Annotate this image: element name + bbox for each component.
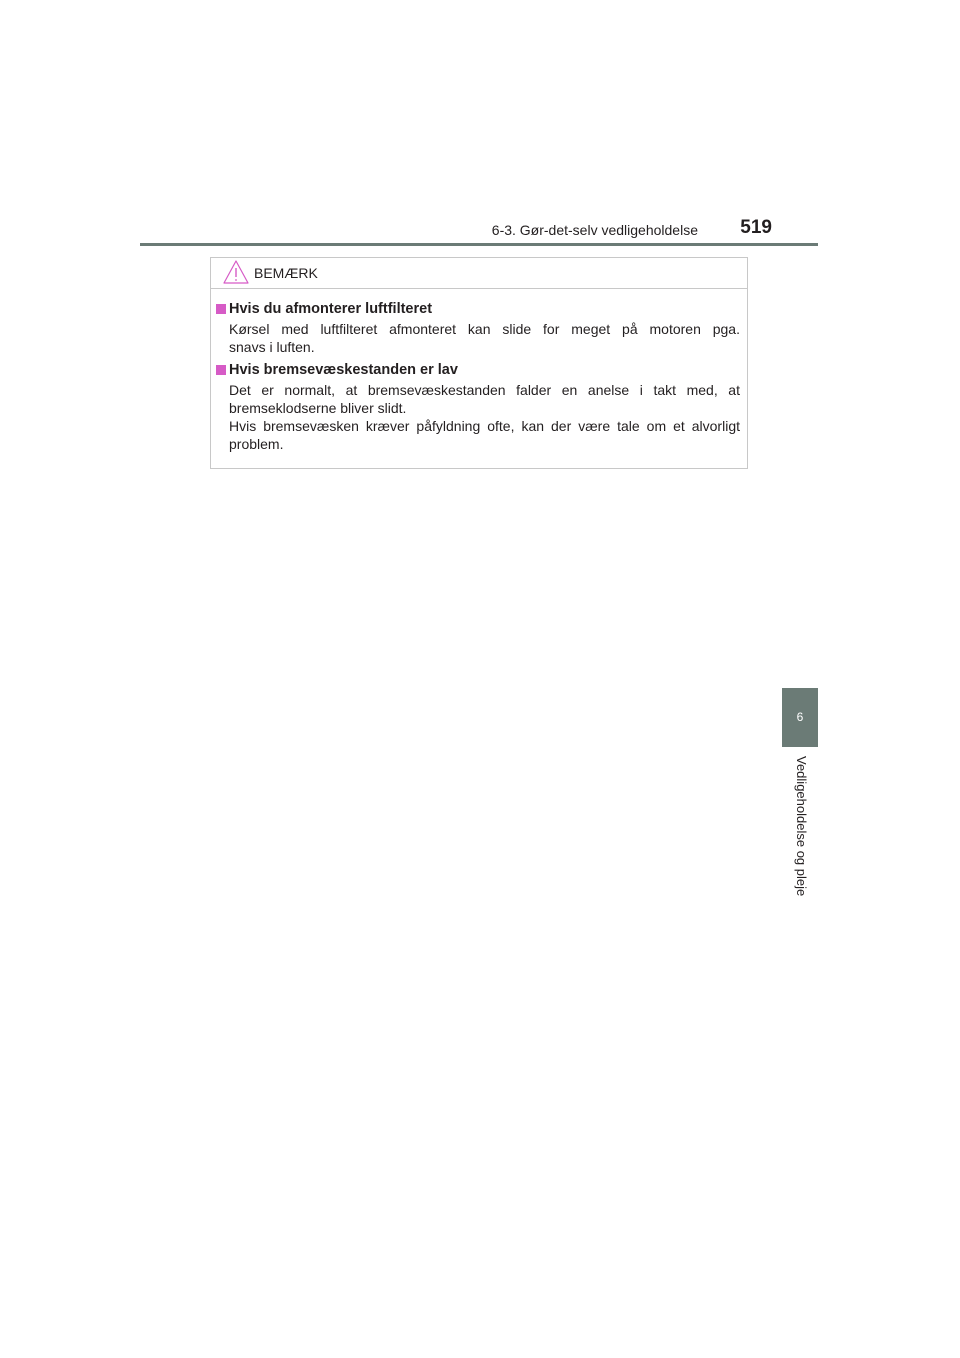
notice-item-body [229, 320, 740, 356]
body-line: snavs i luften. [229, 339, 315, 355]
notice-item-body [229, 381, 740, 453]
notice-item [216, 300, 740, 356]
body-line: Det er normalt, at bremsevæskestanden falder en anelse i takt med, at [229, 382, 740, 398]
warning-triangle-icon [223, 260, 249, 284]
chapter-label: Vedligeholdelse og pleje [794, 756, 809, 897]
section-title: 6-3. Gør-det-selv vedligeholdelse [491, 222, 698, 238]
notice-item-heading [216, 300, 740, 318]
header-rule [140, 243, 818, 246]
notice-header [211, 258, 747, 289]
notice-item-heading-text: Hvis bremsevæskestanden er lav [229, 362, 458, 378]
notice-item-heading-text: Hvis du afmonterer luftfilteret [229, 301, 433, 317]
notice-item-heading [216, 361, 740, 379]
square-bullet-icon [216, 304, 226, 314]
notice-item [216, 361, 740, 453]
body-line: Hvis bremsevæsken kræver påfyldning ofte, kan der være tale om et alvorligt [229, 418, 740, 434]
body-line: problem. [229, 436, 284, 452]
page-number: 519 [740, 217, 772, 238]
page-header [140, 212, 818, 242]
chapter-tab: 6 [782, 688, 818, 747]
body-line: Kørsel med luftfilteret afmonteret kan slide for meget på motoren pga. [229, 321, 740, 337]
notice-title: BEMÆRK [254, 265, 318, 281]
square-bullet-icon [216, 365, 226, 375]
body-line: bremseklodserne bliver slidt. [229, 400, 407, 416]
notice-box [210, 257, 748, 469]
